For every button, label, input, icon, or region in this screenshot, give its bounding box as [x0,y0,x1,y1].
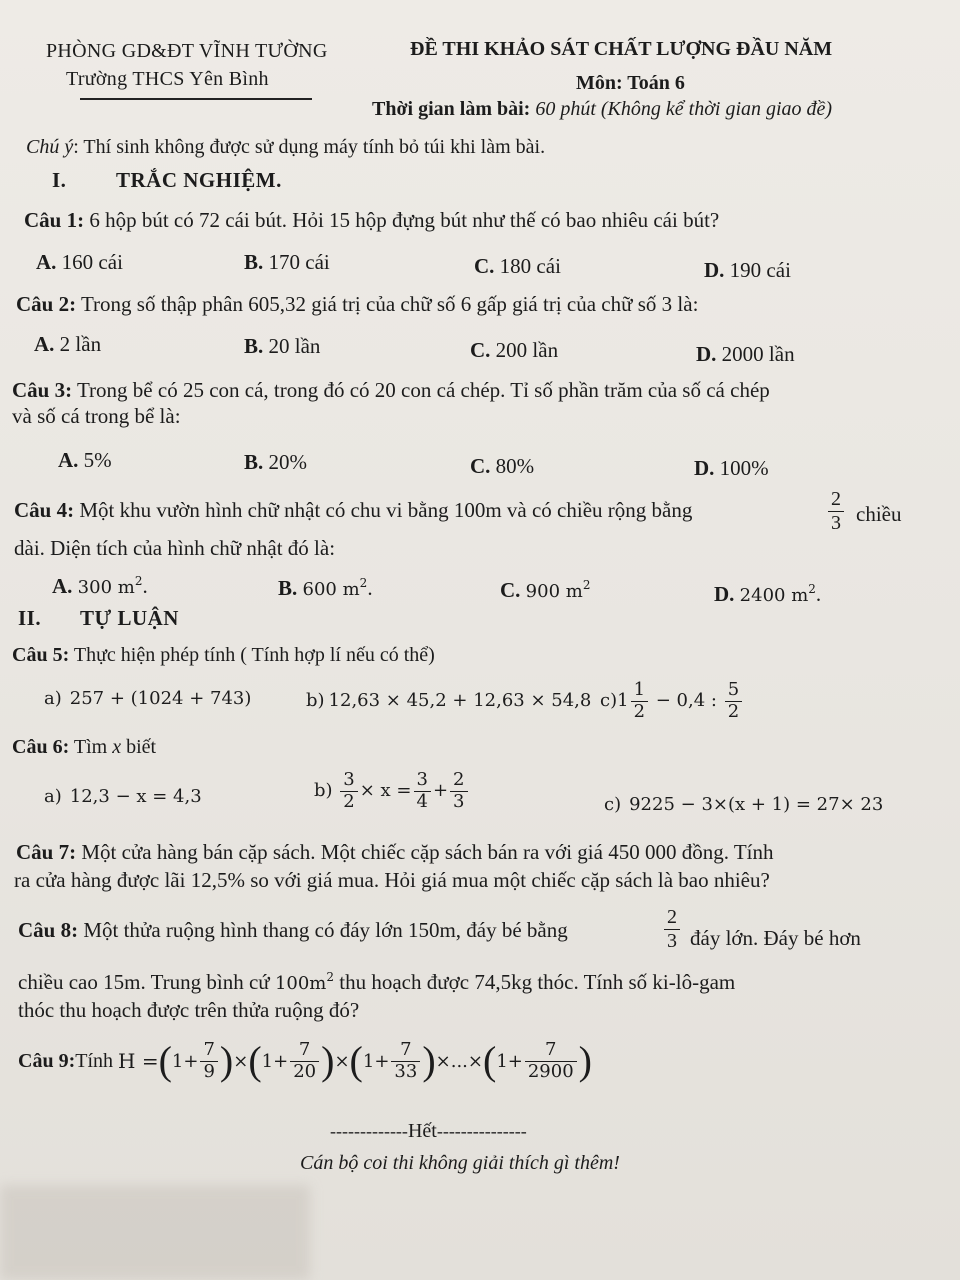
times-sign: × [233,1050,249,1072]
question-2 [16,292,698,317]
q5-part-a [44,688,251,709]
part-label: b) [306,690,325,711]
question-label: Câu 2: [16,292,77,316]
paren-open: ( [158,1038,172,1084]
part-label: a) [44,786,62,807]
option-letter: C. [470,338,491,362]
fraction-numerator: 7 [525,1040,577,1062]
fraction-denominator: 3 [667,930,677,952]
option-text: 2 lần [54,332,102,356]
q1-option-a [36,250,123,275]
option-letter: B. [244,450,264,474]
fraction-numerator: 7 [391,1040,420,1062]
one: 1 [362,1050,375,1072]
question-label: Câu 3: [12,378,73,402]
q2-option-b [244,334,320,359]
note [26,136,545,159]
paren-close: ) [578,1038,592,1084]
area-value: 100m [274,973,327,994]
variable: x [112,736,122,758]
option-text: 190 cái [724,258,791,282]
time-value: 60 phút (Không kể thời gian giao đề) [535,98,833,120]
option-letter: D. [696,342,717,366]
fraction-numerator: 2 [828,488,844,512]
part-expression: 12,63 × 45,2 + 12,63 × 54,8 [328,690,592,711]
option-text: 100% [714,456,769,480]
fraction-denominator: 2 [727,700,740,722]
paren-close: ) [219,1038,234,1084]
blurred-corner [0,1185,310,1280]
fraction-numerator: 7 [200,1040,217,1062]
part-expression: 257 + (1024 + 743) [69,688,252,709]
option-letter: B. [278,576,298,600]
question-8 [18,918,568,943]
paren-open: ( [482,1038,497,1084]
school-name: Trường THCS Yên Bình [66,68,269,90]
option-tail: . [367,576,373,600]
paren-open: ( [349,1038,363,1084]
question-text: Một thửa ruộng hình thang có đáy lớn 150m, đáy bé bằng [78,918,568,942]
ellipsis-product: ×...× [435,1050,483,1072]
one: 1 [171,1050,184,1072]
question-text: Thực hiện phép tính ( Tính hợp lí nếu có thể) [69,644,435,666]
question-3 [12,378,770,403]
question-label: Câu 4: [14,498,75,522]
question-text: Một cửa hàng bán cặp sách. Một chiếc cặp sách bán ra với giá 450 000 đồng. Tính [76,840,774,864]
part-operator: × x = [359,780,412,802]
q8-text-after: đáy lớn. Đáy bé hơn [690,926,861,950]
question-4-line-2: dài. Diện tích của hình chữ nhật đó là: [14,536,336,560]
part-operator: − 0,4 : [650,690,723,712]
option-text: 180 cái [494,254,561,278]
question-text: Tính [75,1049,114,1072]
fraction-denominator: 4 [416,790,428,812]
question-label: Câu 7: [16,840,77,864]
question-text: 6 hộp bút có 72 cái bút. Hỏi 15 hộp đựng bút như thế có bao nhiêu cái bút? [84,208,720,232]
question-text: thu hoạch được 74,5kg thóc. Tính số ki-lô-gam [334,970,736,994]
question-7-line-2: ra cửa hàng được lãi 12,5% so với giá mua. Hỏi giá mua một chiếc cặp sách là bao nhiêu? [14,868,770,892]
option-text: 20% [263,450,308,474]
q2-option-d [696,342,795,367]
question-9 [18,1040,592,1082]
q4-option-d [714,582,821,607]
question-text: chiều cao 15m. Trung bình cứ [18,970,275,994]
option-superscript: 2 [134,574,143,588]
plus-sign: + [507,1050,523,1072]
question-4 [14,498,692,523]
one: 1 [496,1050,508,1072]
plus-sign: + [273,1050,289,1072]
dashes-left: ------------- [330,1121,408,1141]
paren-close: ) [422,1038,436,1084]
q3-option-c [470,454,534,479]
q5-part-c [600,680,744,722]
question-text-end: biết [121,736,157,758]
option-superscript: 2 [582,578,591,592]
option-letter: D. [694,456,715,480]
q1-option-d [704,258,791,283]
fraction-denominator: 2 [633,700,646,722]
note-label: Chú ý [26,136,74,158]
question-label: Câu 1: [24,208,85,232]
q6-part-a [44,786,202,807]
fraction-numerator: 1 [631,680,648,702]
option-letter: A. [34,332,55,356]
department-name: PHÒNG GD&ĐT VĨNH TƯỜNG [46,40,328,62]
plus-sign: + [374,1050,390,1072]
question-3-line-2: và số cá trong bể là: [12,404,181,428]
option-text: 160 cái [56,250,123,274]
option-letter: C. [474,254,495,278]
q2-option-a [34,332,101,357]
q1-option-c [474,254,561,279]
question-text: Tìm [69,736,113,758]
q8-fraction [662,906,682,953]
section-1-title: TRẮC NGHIỆM. [116,168,282,192]
question-1 [24,208,719,233]
q4-option-b [278,576,373,601]
fraction-numerator: 2 [450,770,467,792]
option-letter: A. [58,448,79,472]
option-tail: . [815,582,822,606]
q3-option-b [244,450,307,475]
question-text: Một khu vườn hình chữ nhật có chu vi bằng 100m và có chiều rộng bằng [74,498,693,522]
q4-option-a [52,574,148,599]
question-label: Câu 9: [18,1049,76,1072]
note-text: : Thí sinh không được sử dụng máy tính bỏ túi khi làm bài. [73,136,546,158]
plus-sign: + [183,1050,199,1072]
fraction-denominator: 2 [343,790,355,812]
part-label: c) [600,690,618,712]
option-letter: D. [704,258,725,282]
part-label: b) [314,780,333,802]
question-8-line-2 [18,970,735,995]
question-7 [16,840,774,865]
question-text: Trong bể có 25 con cá, trong đó có 20 con cá chép. Tỉ số phần trăm của số cá chép [72,378,770,402]
exam-subject: Môn: Toán 6 [576,72,685,94]
option-superscript: 2 [808,582,816,596]
option-text: 900 m [525,581,583,602]
fraction-denominator: 20 [293,1060,317,1082]
fraction-denominator: 3 [453,790,465,812]
part-label: a) [44,688,62,709]
h-lhs: H = [118,1049,159,1074]
exam-title: ĐỀ THI KHẢO SÁT CHẤT LƯỢNG ĐẦU NĂM [410,38,833,60]
fraction-numerator: 3 [340,770,357,792]
q2-option-c [470,338,558,363]
q1-option-b [244,250,330,275]
part-expression: 9225 − 3×(x + 1) = 27× 23 [629,794,884,815]
fraction-numerator: 3 [414,770,431,792]
option-letter: B. [244,334,264,358]
option-superscript: 2 [359,576,368,590]
end-word: Hết [407,1120,437,1142]
mixed-integer: 1 [617,690,629,712]
q3-option-a [58,448,112,473]
q4-option-c [500,578,590,603]
option-text: 170 cái [263,250,330,274]
part-label: c) [604,794,622,815]
q4-text-after: chiều [856,502,902,526]
fraction-numerator: 2 [664,906,680,930]
q5-part-b [306,690,591,711]
option-text: 20 lần [263,334,321,358]
fraction-denominator: 9 [203,1060,215,1082]
option-text: 300 m [77,577,135,598]
option-text: 600 m [302,579,360,600]
section-2-number: II. [18,606,42,630]
plus-sign: + [432,780,449,802]
option-text: 5% [78,448,112,472]
times-sign: × [334,1050,350,1072]
area-superscript: 2 [326,970,335,984]
paren-close: ) [321,1038,335,1084]
q6-part-c [604,794,883,815]
section-1-number: I. [52,168,67,192]
end-marker [330,1120,527,1143]
option-letter: C. [500,578,521,602]
q6-part-b [314,770,470,812]
question-5 [12,644,435,667]
question-8-line-3: thóc thu hoạch được trên thửa ruộng đó? [18,998,360,1022]
one: 1 [261,1050,274,1072]
option-letter: C. [470,454,491,478]
option-tail: . [142,574,148,598]
school-underline [80,98,312,100]
q4-fraction [826,488,846,535]
option-text: 80% [490,454,535,478]
question-label: Câu 5: [12,644,70,666]
option-text: 200 lần [490,338,559,362]
fraction-denominator: 2900 [527,1060,574,1082]
section-2-title: TỰ LUẬN [80,606,179,630]
question-label: Câu 8: [18,918,79,942]
option-text: 2400 m [739,585,809,606]
question-label: Câu 6: [12,736,70,758]
exam-time [372,98,832,121]
part-expression: 12,3 − x = 4,3 [69,786,202,807]
fraction-numerator: 5 [725,680,742,702]
q3-option-d [694,456,769,481]
option-letter: A. [36,250,57,274]
fraction-numerator: 7 [290,1040,319,1062]
fraction-denominator: 3 [831,512,841,534]
option-letter: A. [52,574,73,598]
question-text: Trong số thập phân 605,32 giá trị của chữ số 6 gấp giá trị của chữ số 3 là: [76,292,699,316]
dashes-right: --------------- [436,1121,527,1141]
footer-note: Cán bộ coi thi không giải thích gì thêm! [300,1152,620,1174]
time-label: Thời gian làm bài: [372,98,536,120]
question-6 [12,736,156,759]
fraction-denominator: 33 [394,1060,418,1082]
option-letter: B. [244,250,264,274]
option-letter: D. [714,582,735,606]
option-text: 2000 lần [716,342,795,366]
paren-open: ( [248,1038,262,1084]
